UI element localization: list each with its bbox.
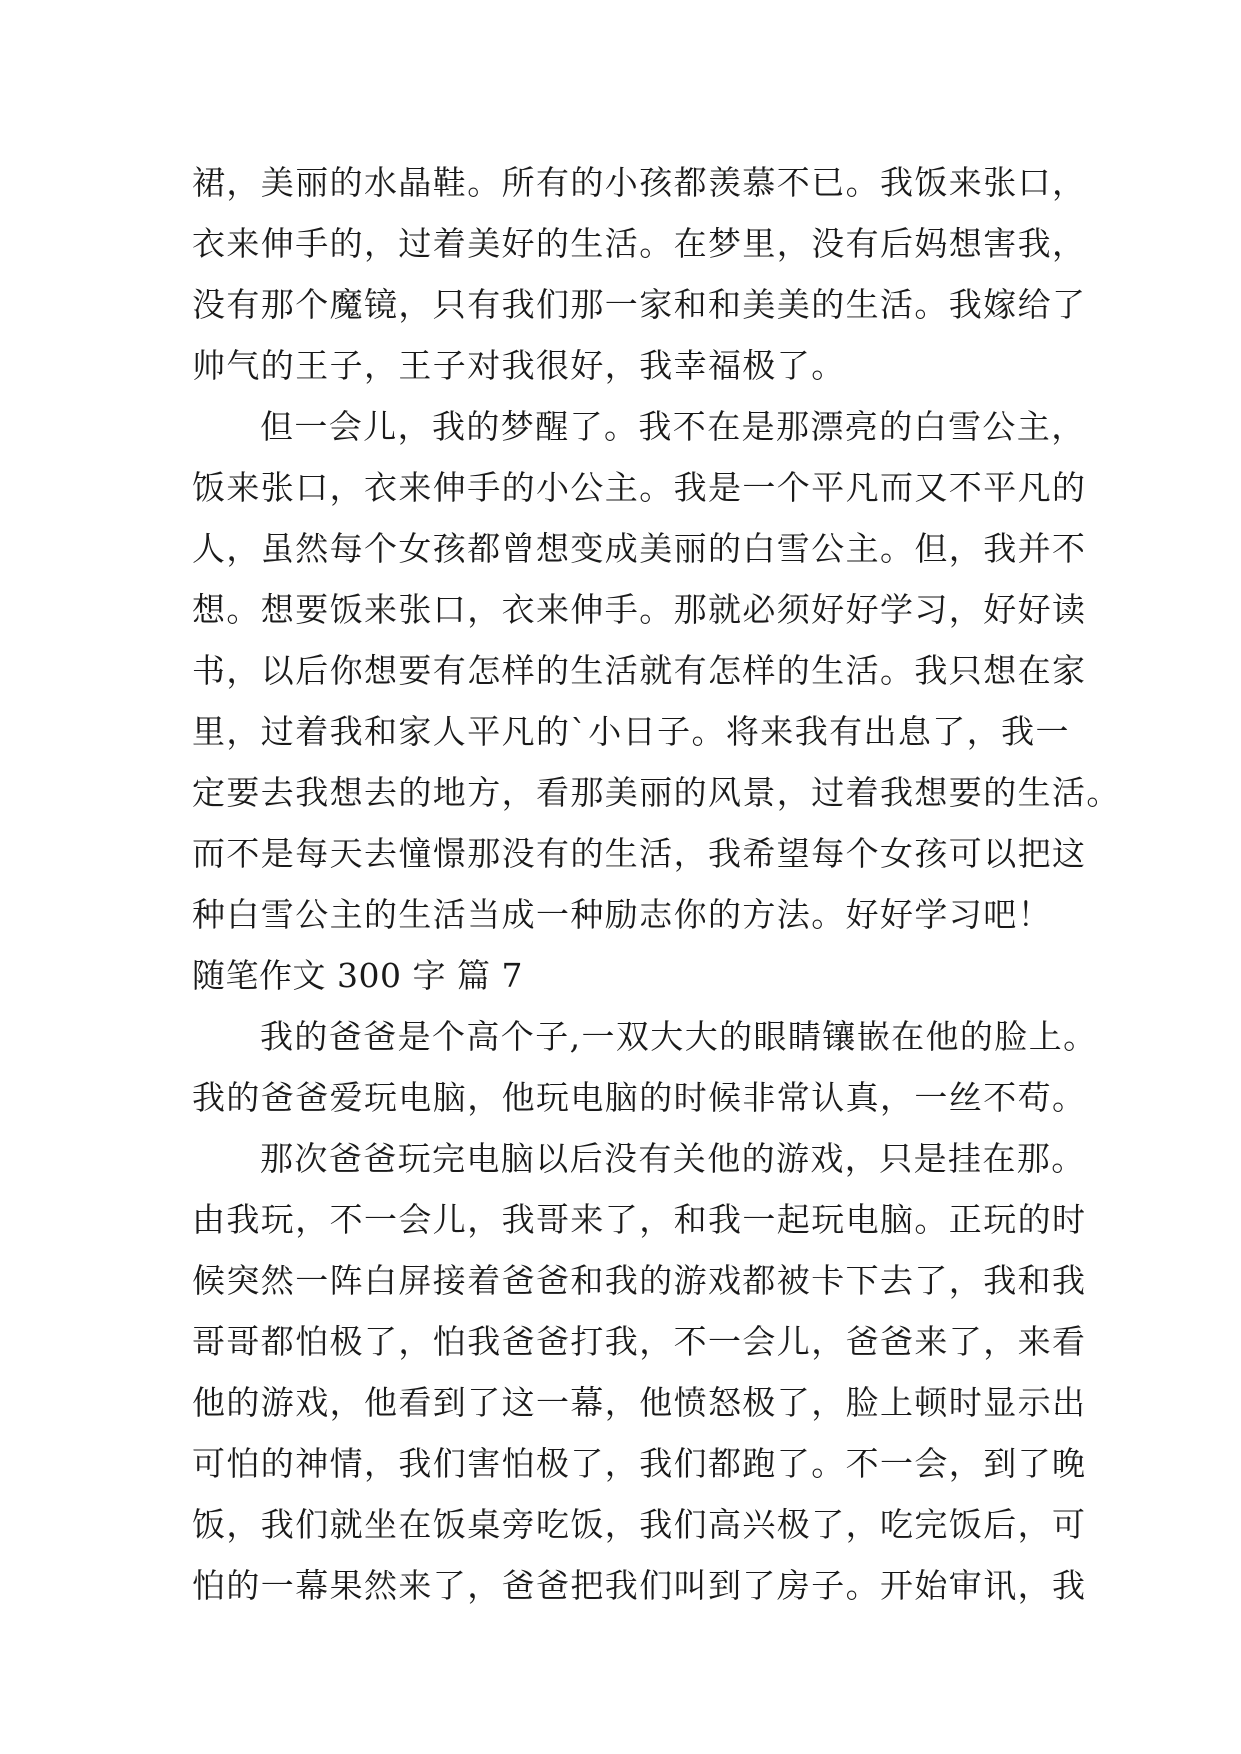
- document-body: [192, 152, 1121, 1616]
- text-line: 可怕的神情，我们害怕极了，我们都跑了。不一会，到了晚: [192, 1444, 1087, 1483]
- text-line: 种白雪公主的生活当成一种励志你的方法。好好学习吧！: [192, 895, 1052, 934]
- text-line: 饭来张口，衣来伸手的小公主。我是一个平凡而又不平凡的: [192, 468, 1087, 507]
- text-line: 定要去我想去的地方，看那美丽的风景，过着我想要的生活。: [192, 773, 1121, 812]
- text-line: 帅气的王子，王子对我很好，我幸福极了。: [192, 346, 846, 385]
- text-line: 候突然一阵白屏接着爸爸和我的游戏都被卡下去了，我和我: [192, 1261, 1087, 1300]
- text-line: 哥哥都怕极了，怕我爸爸打我，不一会儿，爸爸来了，来看: [192, 1322, 1087, 1361]
- text-line: 但一会儿，我的梦醒了。我不在是那漂亮的白雪公主，: [260, 407, 1086, 446]
- text-line: 我的爸爸是个高个子,一双大大的眼睛镶嵌在他的脸上。: [260, 1017, 1098, 1056]
- text-line: 书，以后你想要有怎样的生活就有怎样的生活。我只想在家: [192, 651, 1087, 690]
- text-line: 没有那个魔镜，只有我们那一家和和美美的生活。我嫁给了: [192, 285, 1087, 324]
- text-line: 想。想要饭来张口，衣来伸手。那就必须好好学习，好好读: [192, 590, 1087, 629]
- text-line: 裙，美丽的水晶鞋。所有的小孩都羡慕不已。我饭来张口，: [192, 163, 1087, 202]
- text-line: 我的爸爸爱玩电脑，他玩电脑的时候非常认真，一丝不苟。: [192, 1078, 1087, 1117]
- text-line: 他的游戏，他看到了这一幕，他愤怒极了，脸上顿时显示出: [192, 1383, 1087, 1422]
- text-line: 由我玩，不一会儿，我哥来了，和我一起玩电脑。正玩的时: [192, 1200, 1087, 1239]
- text-line: 怕的一幕果然来了，爸爸把我们叫到了房子。开始审讯，我: [192, 1566, 1087, 1605]
- section-heading: 随笔作文 300 字 篇 7: [192, 956, 523, 995]
- text-line: 而不是每天去憧憬那没有的生活，我希望每个女孩可以把这: [192, 834, 1087, 873]
- text-line: 里，过着我和家人平凡的`小日子。将来我有出息了，我一: [192, 712, 1070, 751]
- text-line: 那次爸爸玩完电脑以后没有关他的游戏，只是挂在那。: [260, 1139, 1086, 1178]
- text-line: 人，虽然每个女孩都曾想变成美丽的白雪公主。但，我并不: [192, 529, 1087, 568]
- text-line: 饭，我们就坐在饭桌旁吃饭，我们高兴极了，吃完饭后，可: [192, 1505, 1087, 1544]
- text-line: 衣来伸手的，过着美好的生活。在梦里，没有后妈想害我，: [192, 224, 1087, 263]
